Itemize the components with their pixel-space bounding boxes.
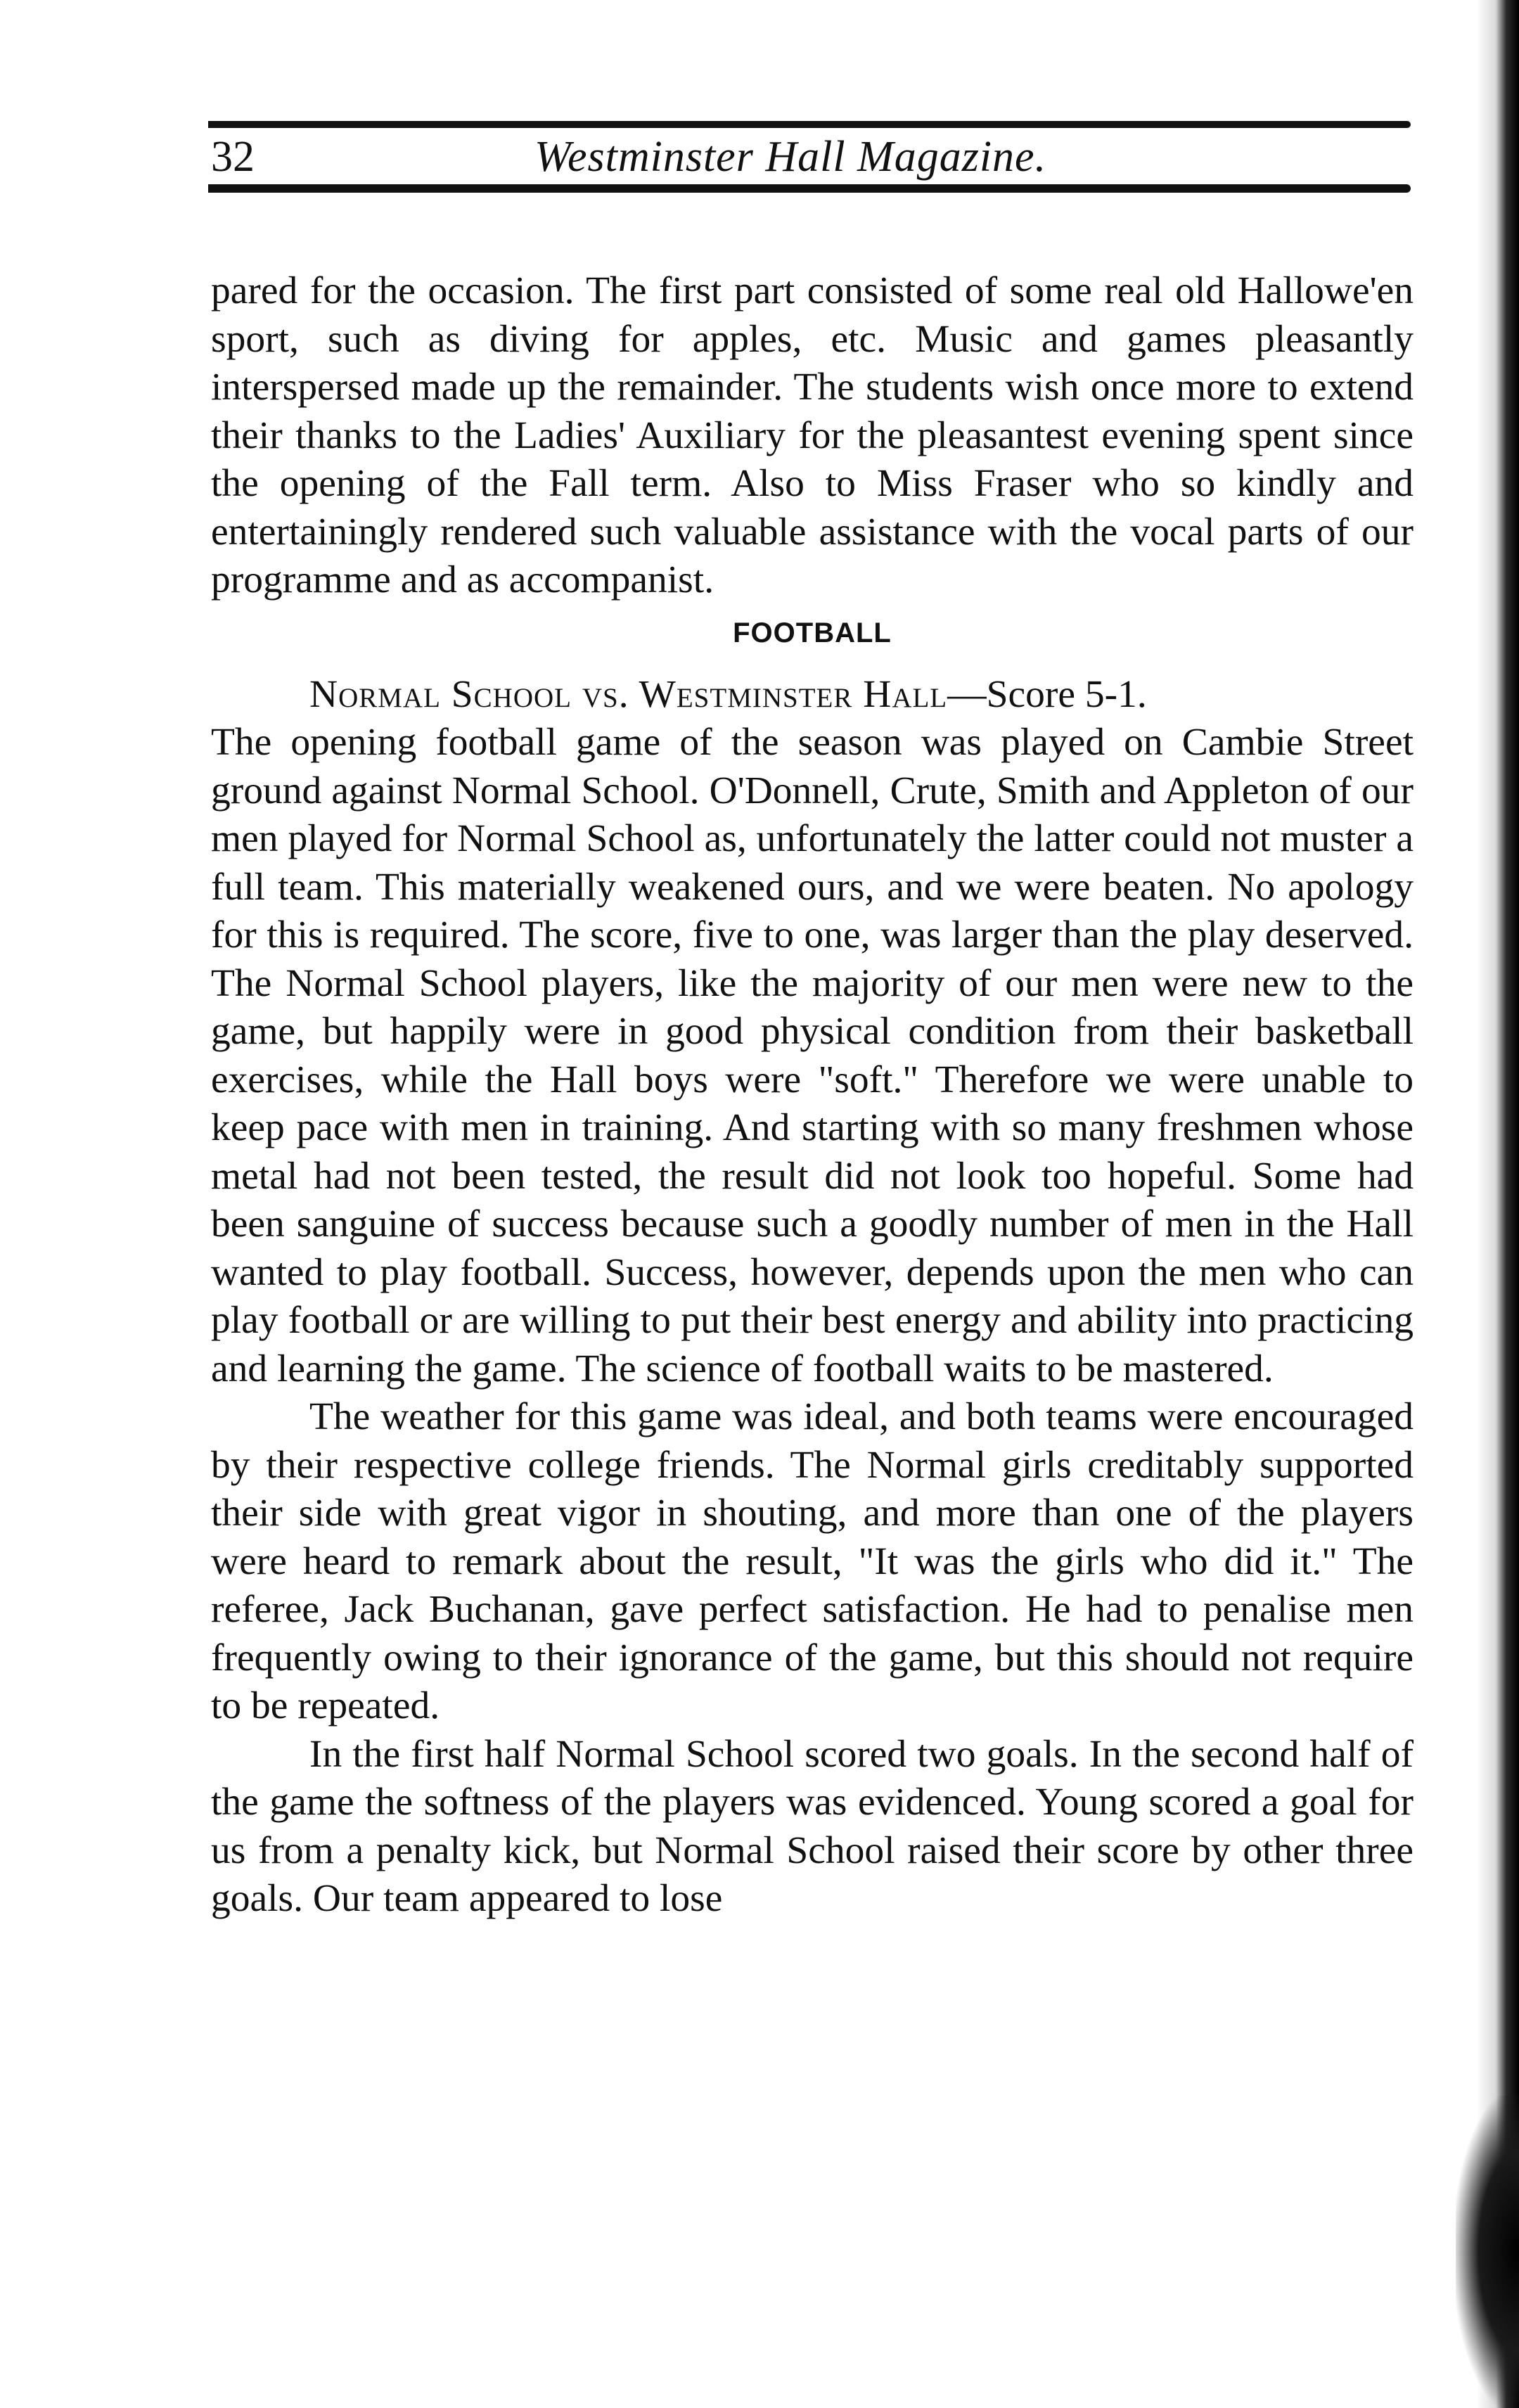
article-body	[211, 267, 1414, 1923]
match-title: Normal School vs. Westminster Hall	[309, 672, 948, 716]
section-heading: FOOTBALL	[733, 617, 892, 648]
header-rule-bottom	[208, 184, 1411, 193]
paragraph-2: The weather for this game was ideal, and both teams were encouraged by their respective college friends. The Normal girls creditably supported their side with great vigor in shouting, and more than one of the players were heard to remark about the result, "It was the girls who did it." The referee, Jack Buchanan, gave perfect satisfaction. He had to penalise men frequently owing to their ignorance of the game, but this should not require to be repeated.	[211, 1395, 1414, 1727]
page-number: 32	[211, 133, 255, 181]
page-binding-edge	[1477, 0, 1519, 2408]
paragraph-3: In the first half Normal School scored two goals. In the second half of the game the softness of the players was evidenced. Young scored a goal for us from a penalty kick, but Normal School raised their score by other three goals. Our team appeared to lose	[211, 1732, 1414, 1920]
match-heading-line	[211, 671, 1414, 719]
page-curl-shadow	[1456, 2096, 1519, 2408]
header-rule-top	[208, 121, 1411, 128]
intro-paragraph: pared for the occasion. The first part consisted of some real old Hallowe'en sport, such as diving for apples, etc. Music and games pleasantly interspersed made up the remainder. The students wish once more to extend their thanks to the Ladies' Auxiliary for the pleasantest evening spent since the opening of the Fall term. Also to Miss Fraser who so kindly and entertainingly rendered such valuable assistance with the vocal parts of our programme and as accompanist.	[211, 269, 1414, 601]
running-title: Westminster Hall Magazine.	[534, 133, 1047, 181]
match-score: —Score 5-1.	[947, 672, 1147, 716]
paragraph-1: The opening football game of the season was played on Cambie Street ground against Normal School. O'Donnell, Crute, Smith and Appleton of our men played for Normal School as, unfortunately the latter could not muster a full team. This materially weakened ours, and we were beaten. No apology for this is required. The score, five to one, was larger than the play deserved. The Normal School players, like the majority of our men were new to the game, but happily were in good physical condition from their basketball exercises, while the Hall boys were "soft." Therefore we were unable to keep pace with men in training. And starting with so many freshmen whose metal had not been tested, the result did not look too hopeful. Some had been sanguine of success because such a goodly number of men in the Hall wanted to play football. Success, however, depends upon the men who can play football or are willing to put their best energy and ability into practicing and learning the game. The science of football waits to be mastered.	[211, 721, 1414, 1390]
